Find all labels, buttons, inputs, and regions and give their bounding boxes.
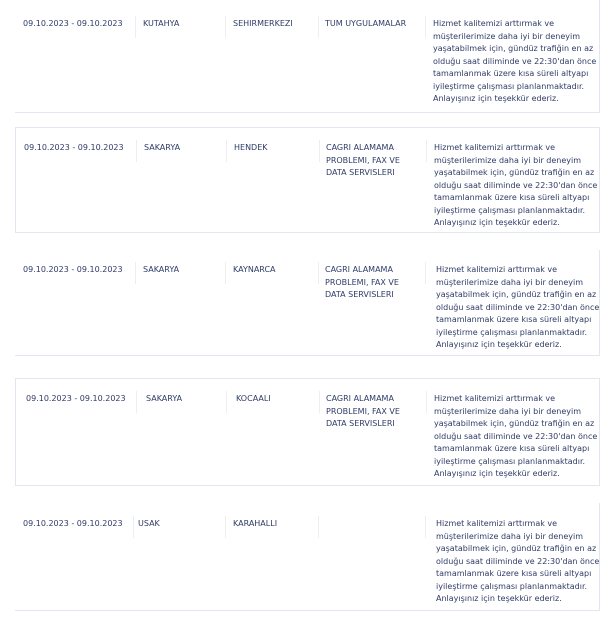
district-cell: KAYNARCA: [233, 265, 276, 274]
description-line: Anlayışınız için teşekkür ederiz.: [433, 94, 559, 103]
city-cell: SAKARYA: [146, 394, 183, 403]
description-line: müşterilerimize daha iyi bir deneyim: [434, 406, 582, 416]
description-line: olduğu saat diliminde ve 22:30'dan önce: [434, 431, 598, 441]
district-cell: HENDEK: [234, 143, 268, 152]
column-separator: [135, 16, 136, 38]
table-row: [15, 503, 600, 611]
description-cell: [436, 264, 601, 352]
table-row: [15, 127, 600, 233]
description-line: Hizmet kalitemizi arttırmak ve: [433, 19, 555, 28]
description-line: tamamlanmak üzere kısa süreli altyapı: [436, 569, 592, 578]
description-line: müşterilerimize daha iyi bir deneyim: [436, 531, 584, 541]
date-cell: 09.10.2023 - 09.10.2023: [24, 143, 124, 152]
description-line: olduğu saat diliminde ve 22:30'dan önce: [433, 56, 597, 66]
column-separator: [425, 262, 426, 284]
description-line: Anlayışınız için teşekkür ederiz.: [436, 594, 562, 603]
description-line: tamamlanmak üzere kısa süreli altyapı: [436, 315, 592, 324]
description-line: olduğu saat diliminde ve 22:30'dan önce: [434, 180, 598, 190]
description-line: iyileştirme çalışması planlanmaktadır.: [434, 456, 586, 466]
description-line: yaşatabilmek için, gündüz trafiğin en az: [436, 544, 597, 553]
description-line: yaşatabilmek için, gündüz trafiğin en az: [434, 168, 595, 177]
description-cell: [433, 18, 598, 106]
description-line: olduğu saat diliminde ve 22:30'dan önce: [436, 302, 600, 312]
column-separator: [425, 16, 426, 38]
description-line: Hizmet kalitemizi arttırmak ve: [436, 265, 558, 274]
column-separator: [226, 140, 227, 162]
description-line: yaşatabilmek için, gündüz trafiğin en az: [434, 419, 595, 428]
description-line: müşterilerimize daha iyi bir deneyim: [436, 277, 584, 287]
district-cell: KOCAALI: [236, 394, 271, 403]
service-cell: CAGRI ALAMAMA PROBLEMI, FAX VE DATA SERVISLERI: [325, 265, 399, 299]
description-line: iyileştirme çalışması planlanmaktadır.: [433, 81, 585, 91]
column-separator: [225, 516, 226, 538]
description-cell: [434, 393, 599, 481]
description-line: müşterilerimize daha iyi bir deneyim: [434, 155, 582, 165]
column-separator: [135, 262, 136, 284]
city-cell: SAKARYA: [143, 265, 180, 274]
description-line: yaşatabilmek için, gündüz trafiğin en az: [436, 290, 597, 299]
column-separator: [425, 516, 426, 538]
description-line: müşterilerimize daha iyi bir deneyim: [433, 31, 581, 41]
service-cell: TUM UYGULAMALAR: [325, 19, 407, 28]
column-separator: [426, 391, 427, 413]
table-row: [15, 378, 600, 486]
date-cell: 09.10.2023 - 09.10.2023: [26, 394, 126, 403]
column-separator: [136, 140, 137, 162]
description-line: olduğu saat diliminde ve 22:30'dan önce: [436, 556, 600, 566]
description-cell: [434, 142, 599, 230]
city-cell: KUTAHYA: [143, 19, 180, 28]
column-separator: [426, 140, 427, 162]
table-row: [15, 0, 600, 113]
city-cell: USAK: [138, 519, 160, 528]
description-line: iyileştirme çalışması planlanmaktadır.: [436, 327, 588, 337]
description-line: iyileştirme çalışması planlanmaktadır.: [434, 205, 586, 215]
date-cell: 09.10.2023 - 09.10.2023: [23, 19, 123, 28]
description-line: tamamlanmak üzere kısa süreli altyapı: [433, 69, 589, 78]
description-line: yaşatabilmek için, gündüz trafiğin en az: [433, 44, 594, 53]
district-cell: SEHIRMERKEZI: [233, 19, 293, 28]
description-line: iyileştirme çalışması planlanmaktadır.: [436, 581, 588, 591]
date-cell: 09.10.2023 - 09.10.2023: [23, 519, 123, 528]
column-separator: [226, 391, 227, 413]
description-line: tamamlanmak üzere kısa süreli altyapı: [434, 444, 590, 453]
description-cell: [436, 518, 601, 606]
city-cell: SAKARYA: [144, 143, 181, 152]
service-cell: CAGRI ALAMAMA PROBLEMI, FAX VE DATA SERVISLERI: [326, 394, 400, 428]
district-cell: KARAHALLI: [233, 519, 278, 528]
date-cell: 09.10.2023 - 09.10.2023: [23, 265, 123, 274]
description-line: Anlayışınız için teşekkür ederiz.: [434, 469, 560, 478]
column-separator: [225, 262, 226, 284]
description-line: tamamlanmak üzere kısa süreli altyapı: [434, 193, 590, 202]
description-line: Anlayışınız için teşekkür ederiz.: [434, 218, 560, 227]
description-line: Hizmet kalitemizi arttırmak ve: [436, 519, 558, 528]
description-line: Anlayışınız için teşekkür ederiz.: [436, 340, 562, 349]
service-cell: CAGRI ALAMAMA PROBLEMI, FAX VE DATA SERVISLERI: [326, 143, 400, 177]
column-separator: [225, 16, 226, 38]
description-line: Hizmet kalitemizi arttırmak ve: [434, 394, 556, 403]
table-row: [15, 250, 600, 356]
description-line: Hizmet kalitemizi arttırmak ve: [434, 143, 556, 152]
